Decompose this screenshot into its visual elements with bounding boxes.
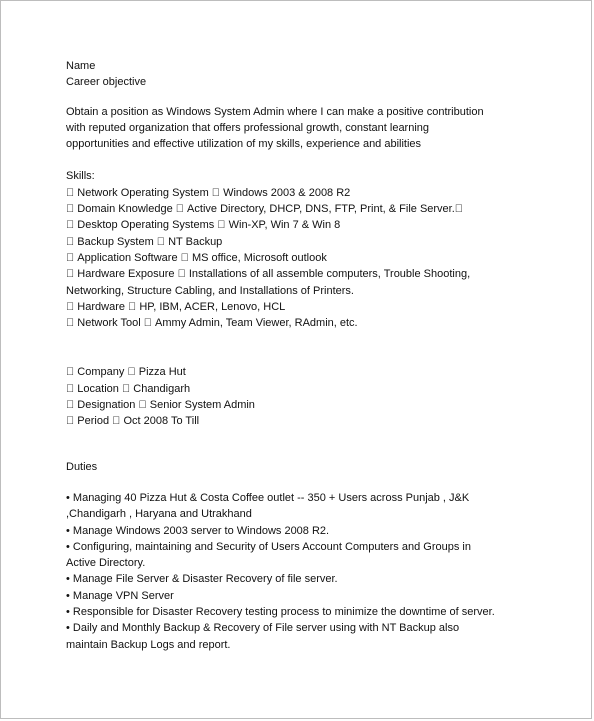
company-line: Period Oct 2008 To Till — [66, 415, 177, 428]
skill-line: Domain Knowledge Active Directory, DHCP, DNS, FTP, Print, & File Server. — [66, 203, 432, 216]
duty-line: maintain Backup Logs and report. — [66, 638, 231, 651]
career-objective-heading: Career objective — [66, 76, 147, 89]
company-line: Designation Senior System Admin — [66, 399, 233, 412]
skill-line: Network Operating System Windows 2003 & 2008 R2 — [66, 186, 328, 199]
resume-content — [66, 58, 566, 653]
spacer — [66, 331, 566, 364]
objective-line: with reputed organization that offers professional growth, constant learning — [66, 121, 430, 134]
duties-section — [66, 459, 566, 653]
duties-heading: Duties — [66, 460, 98, 473]
name-heading: Name — [66, 60, 96, 72]
spacer — [66, 430, 566, 459]
spacer — [66, 475, 566, 490]
duty-line: ,Chandigarh , Haryana and Utrakhand — [66, 508, 252, 521]
duty-line: • Managing 40 Pizza Hut & Costa Coffee outlet -- 350 + Users across Punjab , J&K — [66, 491, 470, 504]
skills-section — [66, 168, 566, 331]
duty-line: • Manage VPN Server — [66, 589, 174, 602]
skill-line: Hardware HP, IBM, ACER, Lenovo, HCL — [66, 300, 263, 313]
duty-line: • Configuring, maintaining and Security of Users Account Computers and Groups in — [66, 540, 471, 553]
company-line: Location Chandigarh — [66, 382, 168, 395]
skill-line: Hardware Exposure Installations of all assemble computers, Trouble Shooting, — [66, 268, 448, 281]
spacer — [66, 152, 566, 168]
objective-paragraph — [66, 104, 566, 153]
skill-line: Network Tool Ammy Admin, Team Viewer, RAdmin, etc. — [66, 317, 335, 330]
duty-line: • Manage Windows 2003 server to Windows 2008 R2. — [66, 524, 330, 537]
skill-line: Application Software MS office, Microsoft outlook — [66, 251, 305, 264]
spacer — [66, 91, 566, 104]
skill-line: Backup System NT Backup — [66, 235, 200, 248]
objective-line: Obtain a position as Windows System Admin where I can make a positive contribution — [66, 105, 484, 118]
duty-line: Active Directory. — [66, 557, 146, 570]
objective-line: opportunities and effective utilization of my skills, experience and abilities — [66, 138, 422, 151]
duty-line: • Daily and Monthly Backup & Recovery of File server using with NT Backup also — [66, 622, 460, 635]
company-section — [66, 364, 566, 429]
skill-line: Desktop Operating Systems Win-XP, Win 7 & Win 8 — [66, 219, 318, 232]
company-line: Company Pizza Hut — [66, 366, 164, 379]
skills-heading: Skills: — [66, 170, 95, 183]
skill-line: Networking, Structure Cabling, and Installations of Printers. — [66, 284, 354, 297]
duty-line: • Manage File Server & Disaster Recovery of file server. — [66, 573, 338, 586]
duty-line: • Responsible for Disaster Recovery testing process to minimize the downtime of server. — [66, 606, 495, 619]
